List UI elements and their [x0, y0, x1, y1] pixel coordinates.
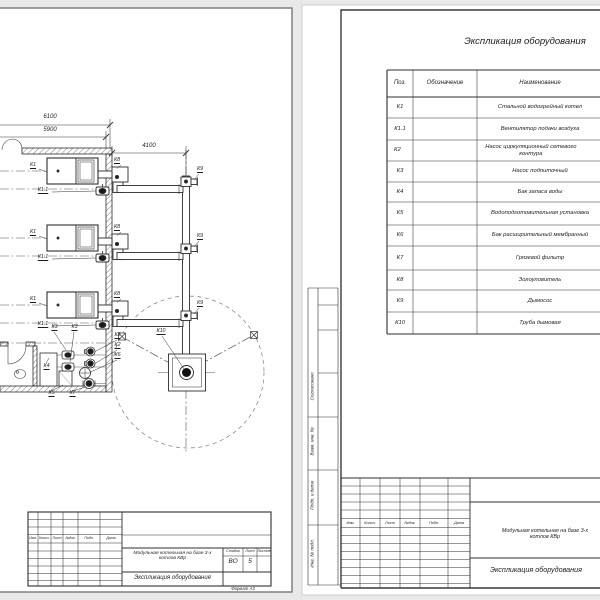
row-name: Водоподготовительная установка — [491, 210, 589, 217]
label-k9: К9 — [196, 166, 204, 172]
rev-header-kolich: Колич. — [364, 520, 376, 525]
label-k8: К8 — [113, 291, 121, 297]
row-name: Золоуловитель — [518, 276, 562, 283]
row-pos: К1.1 — [394, 125, 406, 132]
label-k8: К8 — [113, 157, 121, 163]
table-row — [387, 118, 600, 140]
sheet-label: Лист — [245, 548, 255, 553]
label-k2: К2 — [114, 332, 121, 338]
sink — [15, 370, 26, 379]
table-row — [387, 270, 600, 290]
label-k4: К4 — [43, 363, 50, 369]
rev-header-ndok: №док. — [65, 535, 76, 540]
tank-k6 — [80, 368, 91, 379]
label-k1-1: К1.1 — [37, 254, 49, 260]
row-designation — [413, 246, 477, 270]
row-name: Грязевой фильтр — [515, 254, 565, 261]
label-k3: К3 — [71, 324, 78, 330]
row-name: Дымосос — [527, 297, 553, 304]
table-row — [387, 225, 600, 246]
row-name: Бак запаса воды — [517, 188, 563, 195]
row-pos: К7 — [396, 254, 404, 261]
table-row — [387, 97, 600, 118]
stage-value: ВО — [228, 558, 238, 565]
row-designation — [413, 97, 477, 118]
label-k7: К7 — [69, 390, 76, 396]
row-pos: К1 — [396, 104, 404, 111]
row-pos: К2 — [394, 147, 401, 154]
label-k1: К1 — [29, 162, 37, 168]
flue-duct — [183, 176, 190, 368]
row-pos: К8 — [396, 276, 404, 283]
label-k10: К10 — [156, 328, 166, 334]
margin-label-approved: Согласовано — [309, 372, 315, 401]
format-label: Формат А3 — [231, 585, 255, 591]
rev-header-podp: Подп. — [84, 535, 94, 540]
left-sheet-paper — [0, 8, 292, 592]
label-k5: К5 — [48, 390, 55, 396]
dim-6100: 6100 — [43, 114, 57, 120]
doc-title: Экспликация оборудования — [134, 575, 211, 581]
row-designation — [413, 118, 477, 140]
label-k1-1: К1.1 — [37, 321, 49, 327]
rev-header-izm: Изм. — [29, 535, 37, 540]
project-name: Модульная котельная на базе 3-х котлов КВр — [133, 551, 212, 562]
row-designation — [413, 202, 477, 225]
row-designation — [413, 290, 477, 312]
doc-title: Экспликация оборудования — [490, 565, 582, 574]
margin-label-inv-orig: Инв. № подл. — [309, 539, 315, 568]
label-k6: К6 — [114, 352, 121, 358]
rev-header-list: Лист — [52, 535, 62, 540]
row-designation — [413, 161, 477, 182]
row-designation — [408, 140, 459, 161]
row-pos: К3 — [396, 168, 404, 175]
label-k9: К9 — [196, 300, 204, 306]
dim-5900: 5900 — [43, 127, 57, 133]
col-header-designation: Обозначение — [426, 80, 464, 87]
project-name: Модульная котельная на базе 3-х котлов КВр — [501, 528, 589, 540]
row-pos: К6 — [396, 232, 404, 239]
sheet-number: 5 — [248, 558, 252, 565]
row-name: Труба дымовая — [519, 319, 561, 326]
col-header-name: Наименование — [519, 80, 561, 87]
rev-header-podp: Подп. — [428, 520, 440, 525]
margin-label-sign-date: Подп. и дата — [309, 480, 315, 510]
label-k8: К8 — [113, 224, 121, 230]
table-row — [387, 182, 600, 202]
label-k3: К3 — [51, 324, 58, 330]
rev-header-data: Дата — [453, 520, 465, 525]
label-k1-1: К1.1 — [37, 187, 49, 193]
table-row — [387, 246, 600, 270]
label-k1: К1 — [29, 229, 37, 235]
row-designation — [413, 182, 477, 202]
label-k2: К2 — [114, 342, 121, 348]
row-designation — [413, 225, 477, 246]
table-row — [387, 161, 600, 182]
row-name: Насос подпиточный — [512, 168, 568, 175]
table-row — [387, 140, 600, 161]
row-pos: К5 — [396, 210, 404, 217]
row-designation — [413, 270, 477, 290]
rev-header-ndok: №док. — [404, 520, 416, 525]
sheets-label: Листов — [257, 548, 271, 553]
rev-header-data: Дата — [106, 535, 116, 540]
label-k9: К9 — [196, 233, 204, 239]
row-pos: К4 — [396, 188, 404, 195]
stage-label: Стадия — [226, 548, 240, 553]
row-name: Бак расширительный мембранный — [491, 232, 589, 239]
row-name: Стальной водогрейный котел — [497, 104, 583, 111]
row-name: Насос циркуляционный сетевого контура — [485, 143, 577, 157]
table-row — [387, 202, 600, 225]
rev-header-list: Лист — [385, 520, 395, 525]
col-header-pos: Поз. — [393, 80, 407, 87]
rev-header-izm: Изм. — [346, 520, 355, 525]
margin-label-replace-inv: Взам. инв. № — [309, 427, 315, 456]
row-name: Вентилятор подачи воздуха — [500, 125, 580, 132]
table-title: Экспликация оборудования — [464, 36, 586, 47]
row-pos: К10 — [395, 319, 405, 326]
row-designation — [413, 312, 477, 334]
row-pos: К9 — [396, 297, 404, 304]
table-row — [387, 312, 600, 334]
rev-header-kolich: Колич. — [39, 535, 50, 540]
table-row — [387, 290, 600, 312]
label-k1: К1 — [29, 296, 37, 302]
dim-4100: 4100 — [142, 143, 156, 149]
